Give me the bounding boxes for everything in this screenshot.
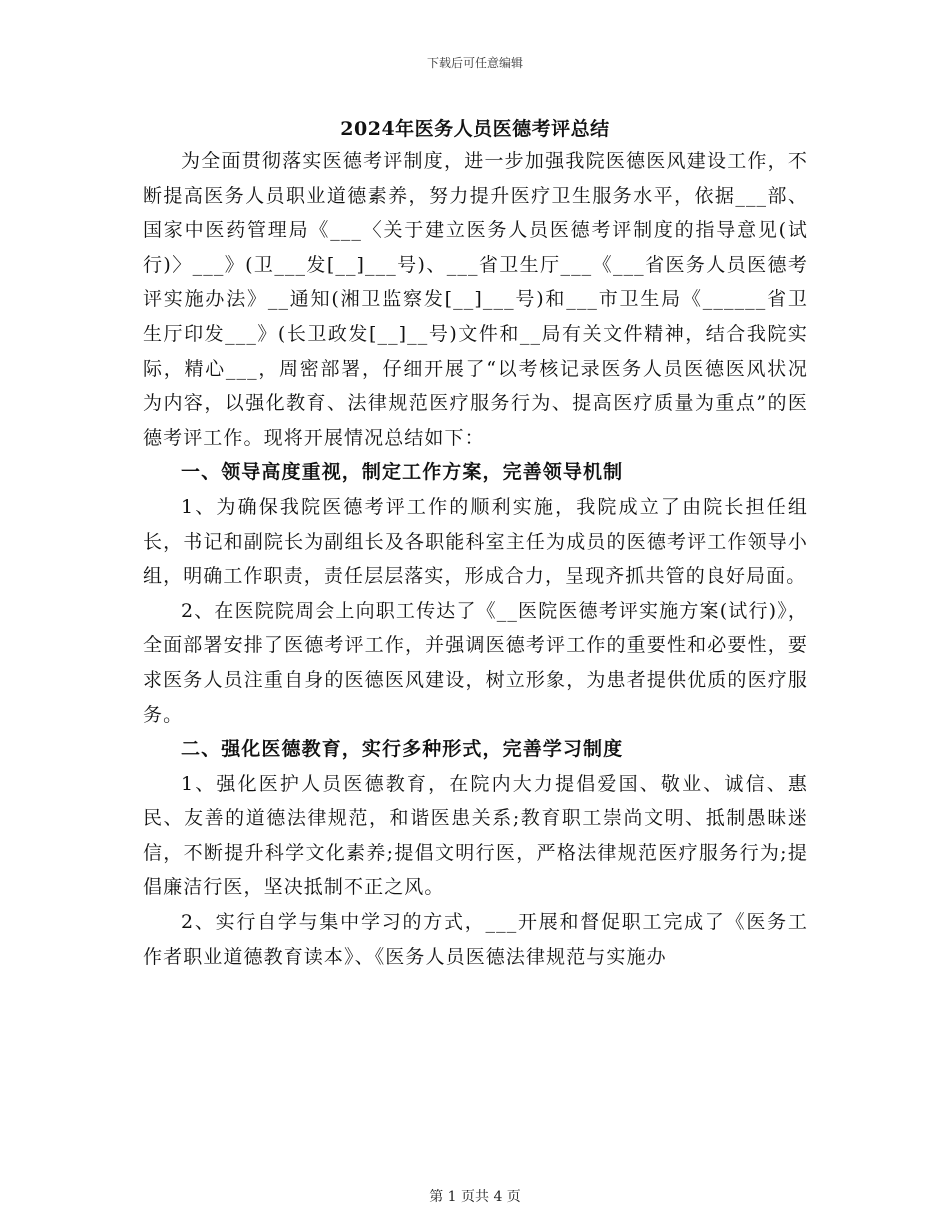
page-number: 第 1 页共 4 页 [429, 1189, 521, 1205]
section-1-paragraph-1: 1、为确保我院医德考评工作的顺利实施，我院成立了由院长担任组长，书记和副院长为副组长及各职能科室主任为成员的医德考评工作领导小组，明确工作职责，责任层层落实，形成合力，呈现齐抓共管的良好局面。 [143, 495, 808, 588]
intro-paragraph: 为全面贯彻落实医德考评制度，进一步加强我院医德医风建设工作，不断提高医务人员职业道德素养，努力提升医疗卫生服务水平，依据___部、国家中医药管理局《___〈关于建立医务人员医德考评制度的指导意见(试行)〉___》(卫___发[__]___号)、___省卫生厅___《___省医务人员医德考评实施办法》__通知(湘卫监察发[__]___号)和___市卫生局《______省卫生厅印发___》(长卫政发[__]__号)文件和__局有关文件精神，结合我院实际，精心___，周密部署，仔细开展了“以考核记录医务人员医德医风状况为内容，以强化教育、法律规范医疗服务行为、提高医疗质量为重点”的医德考评工作。现将开展情况总结如下： [143, 150, 808, 449]
section-2-paragraph-2: 2、实行自学与集中学习的方式，___开展和督促职工完成了《医务工作者职业道德教育读本》、《医务人员医德法律规范与实施办 [143, 911, 808, 968]
document-title: 2024年医务人员医德考评总结 [340, 118, 610, 140]
section-2-paragraph-1: 1、强化医护人员医德教育，在院内大力提倡爱国、敬业、诚信、惠民、友善的道德法律规范，和谐医患关系;教育职工崇尚文明、抵制愚昧迷信，不断提升科学文化素养;提倡文明行医，严格法律规范医疗服务行为;提倡廉洁行医，坚决抵制不正之风。 [143, 772, 808, 899]
download-note: 下载后可任意编辑 [426, 56, 523, 70]
section-heading-1: 一、领导高度重视，制定工作方案，完善领导机制 [181, 461, 624, 484]
document-body [143, 144, 808, 974]
section-heading-2: 二、强化医德教育，实行多种形式，完善学习制度 [181, 738, 624, 761]
section-1-paragraph-2: 2、在医院院周会上向职工传达了《__医院医德考评实施方案(试行)》，全面部署安排了医德考评工作，并强调医德考评工作的重要性和必要性，要求医务人员注重自身的医德医风建设，树立形象，为患者提供优质的医疗服务。 [143, 599, 808, 726]
